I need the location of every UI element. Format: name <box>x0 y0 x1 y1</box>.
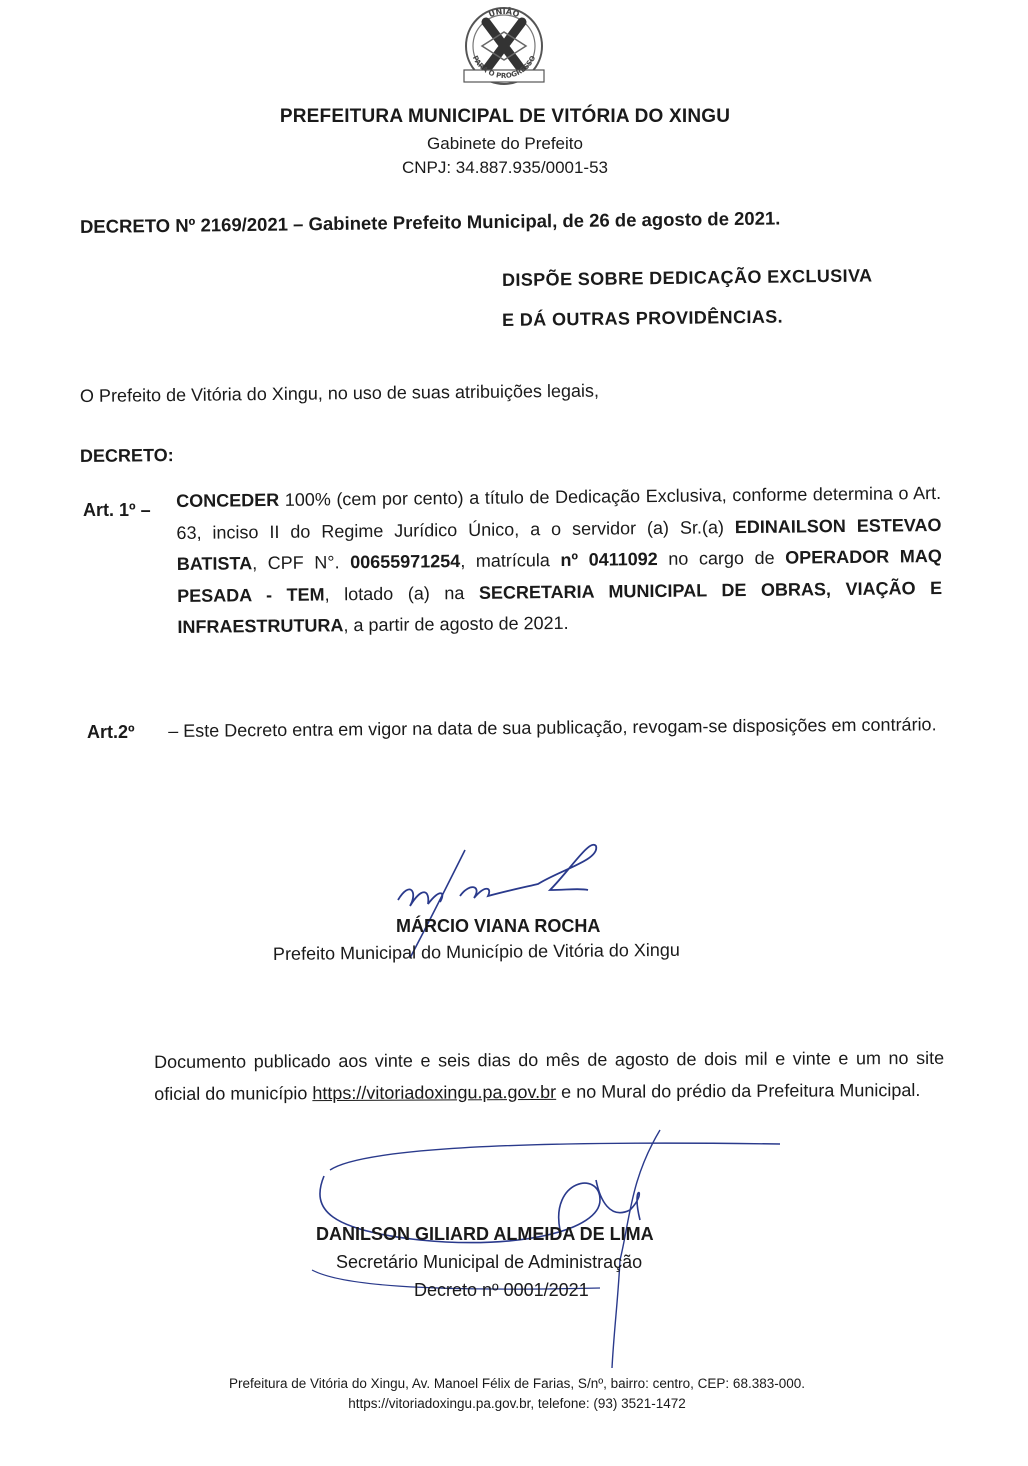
decree-title: DECRETO Nº 2169/2021 – Gabinete Prefeito Municipal, de 26 de agosto de 2021. <box>79 207 781 237</box>
mayor-name: MÁRCIO VIANA ROCHA <box>396 916 601 936</box>
publication-text-1: Documento publicado aos vinte e seis dias do mês de agosto de dois mil e vinte e um no site oficial do município <box>154 1047 945 1104</box>
art1-verb: CONCEDER <box>176 489 280 511</box>
art1-text-3: , matrícula <box>460 549 561 572</box>
cpf-value: 00655971254 <box>350 551 461 573</box>
publication-text-2: e no Mural do prédio da Prefeitura Municipal. <box>556 1079 921 1102</box>
art1-text-4: no cargo de <box>657 547 786 569</box>
art2-body: – Este Decreto entra em vigor na data de sua publicação, revogam-se disposições em contrário. <box>168 714 937 741</box>
page-subtitle: Gabinete do Prefeito <box>427 134 583 153</box>
mayor-role: Prefeito Municipal do Município de Vitória do Xingu <box>272 939 680 964</box>
secretary-decree: Decreto nº 0001/2021 <box>414 1280 589 1300</box>
footer-contact: https://vitoriadoxingu.pa.gov.br, telefone: (93) 3521-1472 <box>348 1396 686 1411</box>
preamble: O Prefeito de Vitória do Xingu, no uso de suas atribuições legais, <box>79 380 600 406</box>
page-title: PREFEITURA MUNICIPAL DE VITÓRIA DO XINGU <box>279 106 731 127</box>
secretary-name: DANILSON GILIARD ALMEIDA DE LIMA <box>316 1224 654 1244</box>
art1-label: Art. 1º – <box>83 500 151 520</box>
seal-bottom-text: PARA O PROGRESSO <box>470 54 538 81</box>
svg-text:UNIÃO <box>487 6 521 19</box>
art2-label: Art.2º <box>87 722 135 742</box>
secretaria-value: SECRETARIA MUNICIPAL DE OBRAS, VIAÇÃO E INFRAESTRUTURA <box>177 577 943 637</box>
seal-top-text: UNIÃO <box>487 6 521 20</box>
site-link[interactable]: https://vitoriadoxingu.pa.gov.br <box>312 1081 557 1104</box>
secretary-signature <box>300 1120 810 1370</box>
secretary-role: Secretário Municipal de Administração <box>336 1252 643 1272</box>
art1-body <box>176 478 943 644</box>
art1-text-5: , lotado (a) na <box>324 582 480 604</box>
decreto-label: DECRETO: <box>79 445 174 466</box>
art1-text-6: , a partir de agosto de 2021. <box>343 612 569 636</box>
cargo-value: OPERADOR MAQ PESADA - TEM <box>177 545 942 606</box>
ementa-line-2: E DÁ OUTRAS PROVIDÊNCIAS. <box>501 306 784 330</box>
ementa-line-1: DISPÕE SOBRE DEDICAÇÃO EXCLUSIVA <box>501 265 873 290</box>
cnpj-line: CNPJ: 34.887.935/0001-53 <box>401 158 609 177</box>
art1-text-2: , CPF N°. <box>252 552 351 574</box>
matricula-value: nº 0411092 <box>560 548 658 570</box>
footer-address: Prefeitura de Vitória do Xingu, Av. Manoel Félix de Farias, S/nº, bairro: centro, CEP: 68.383-000. <box>229 1376 805 1391</box>
server-name: EDINAILSON ESTEVAO BATISTA <box>176 514 942 574</box>
art1-text-1: 100% (cem por cento) a título de Dedicação Exclusiva, conforme determina o Art. 63, inciso II do Regime Jurídico Único, a o servidor (a) Sr.(a) <box>176 482 942 543</box>
publication-note <box>154 1042 944 1110</box>
municipal-seal-logo <box>452 4 556 96</box>
